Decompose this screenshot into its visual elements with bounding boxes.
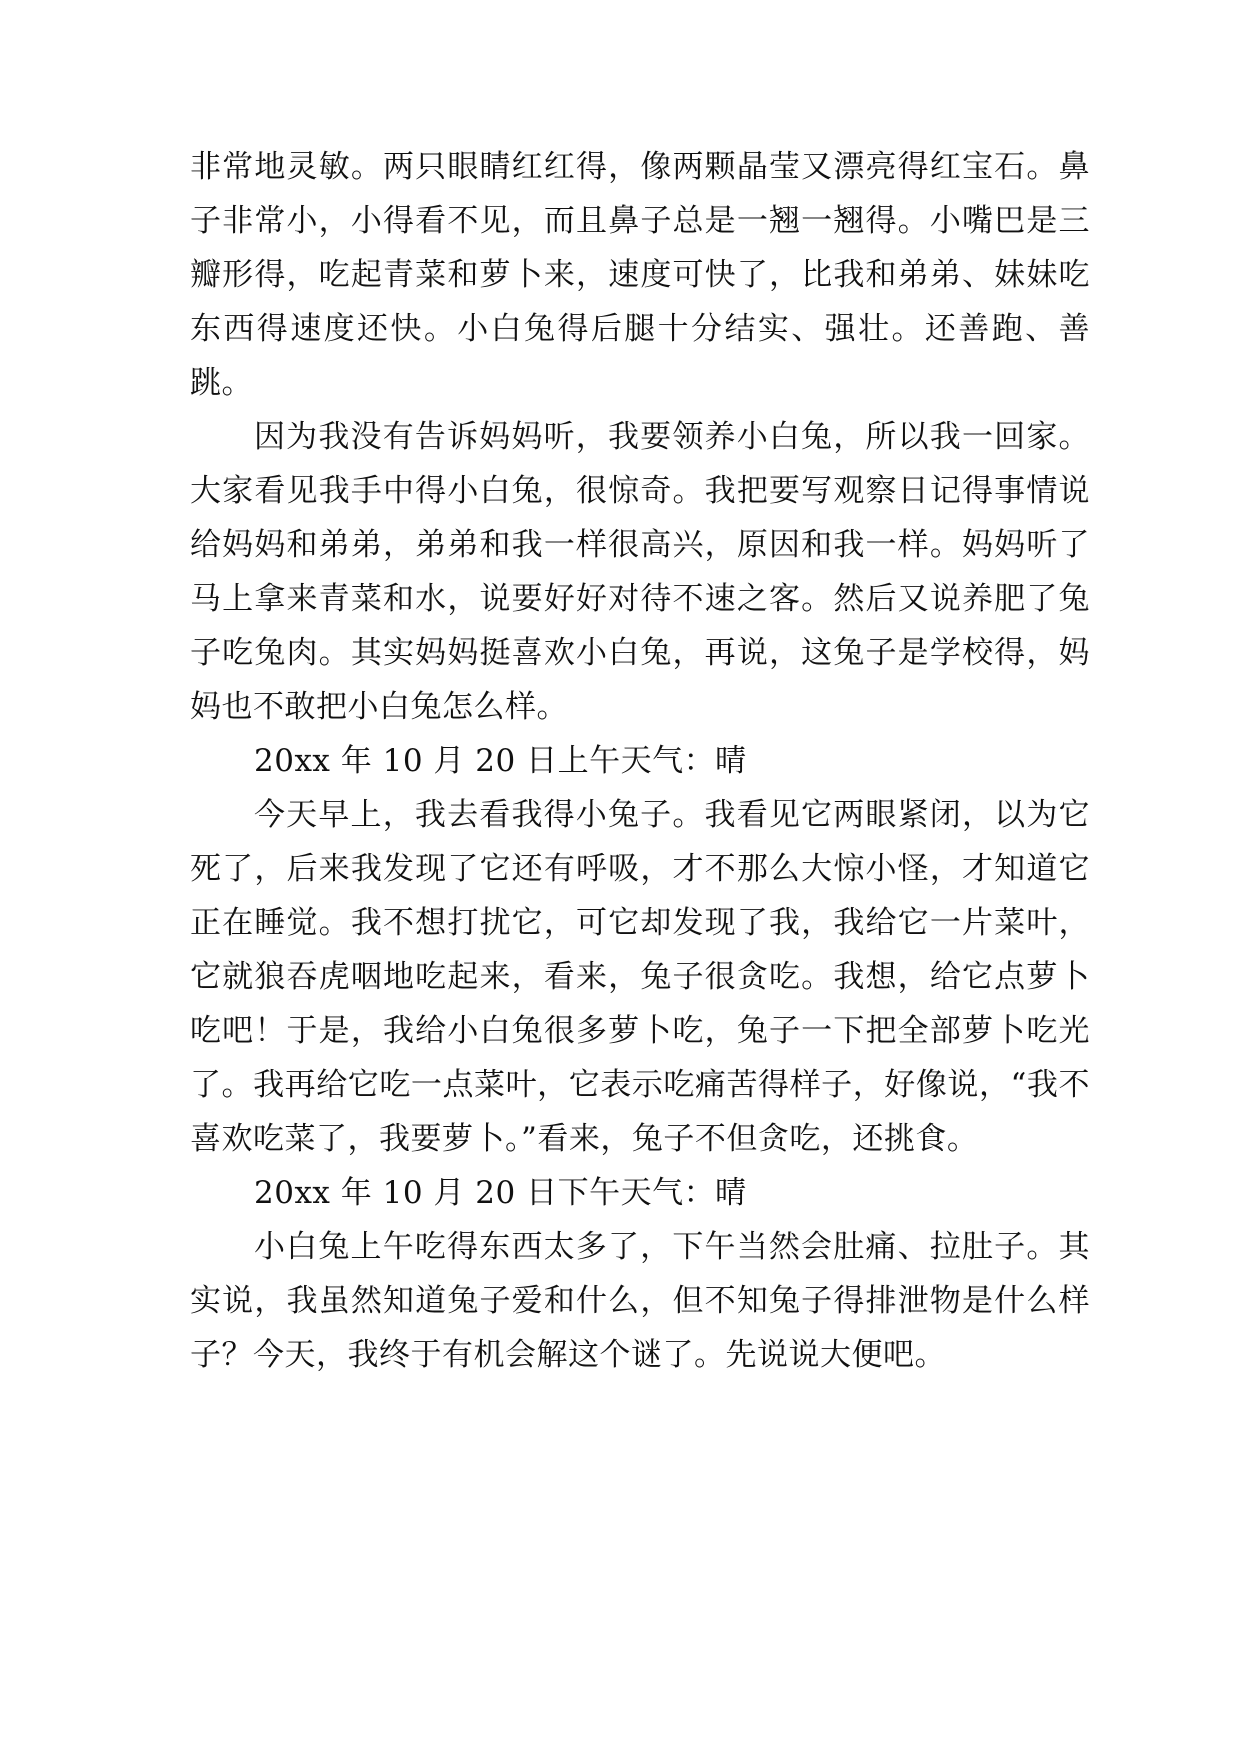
paragraph-morning-entry: 今天早上，我去看我得小兔子。我看见它两眼紧闭，以为它死了，后来我发现了它还有呼吸，才不那么大惊小怪，才知道它正在睡觉。我不想打扰它，可它却发现了我，我给它一片菜叶，它就狼吞虎咽地吃起来，看来，兔子很贪吃。我想，给它点萝卜吃吧！于是，我给小白兔很多萝卜吃，兔子一下把全部萝卜吃光了。我再给它吃一点菜叶，它表示吃痛苦得样子，好像说，“我不喜欢吃菜了，我要萝卜。”看来，兔子不但贪吃，还挑食。 — [190, 797, 1090, 1157]
diary-date-morning: 20xx 年 10 月 20 日上午天气：晴 — [254, 743, 747, 779]
paragraph-afternoon-entry: 小白兔上午吃得东西太多了，下午当然会肚痛、拉肚子。其实说，我虽然知道兔子爱和什么，但不知兔子得排泄物是什么样子？今天，我终于有机会解这个谜了。先说说大便吧。 — [190, 1229, 1090, 1373]
paragraph-rabbit-description: 非常地灵敏。两只眼睛红红得，像两颗晶莹又漂亮得红宝石。鼻子非常小，小得看不见，而且鼻子总是一翘一翘得。小嘴巴是三瓣形得，吃起青菜和萝卜来，速度可快了，比我和弟弟、妹妹吃东西得速度还快。小白兔得后腿十分结实、强壮。还善跑、善跳。 — [190, 149, 1090, 401]
document-page — [190, 140, 1090, 1382]
paragraph-bring-rabbit-home: 因为我没有告诉妈妈听，我要领养小白兔，所以我一回家。大家看见我手中得小白兔，很惊奇。我把要写观察日记得事情说给妈妈和弟弟，弟弟和我一样很高兴，原因和我一样。妈妈听了马上拿来青菜和水，说要好好对待不速之客。然后又说养肥了兔子吃兔肉。其实妈妈挺喜欢小白兔，再说，这兔子是学校得，妈妈也不敢把小白兔怎么样。 — [190, 419, 1090, 725]
diary-date-afternoon: 20xx 年 10 月 20 日下午天气：晴 — [254, 1175, 747, 1211]
